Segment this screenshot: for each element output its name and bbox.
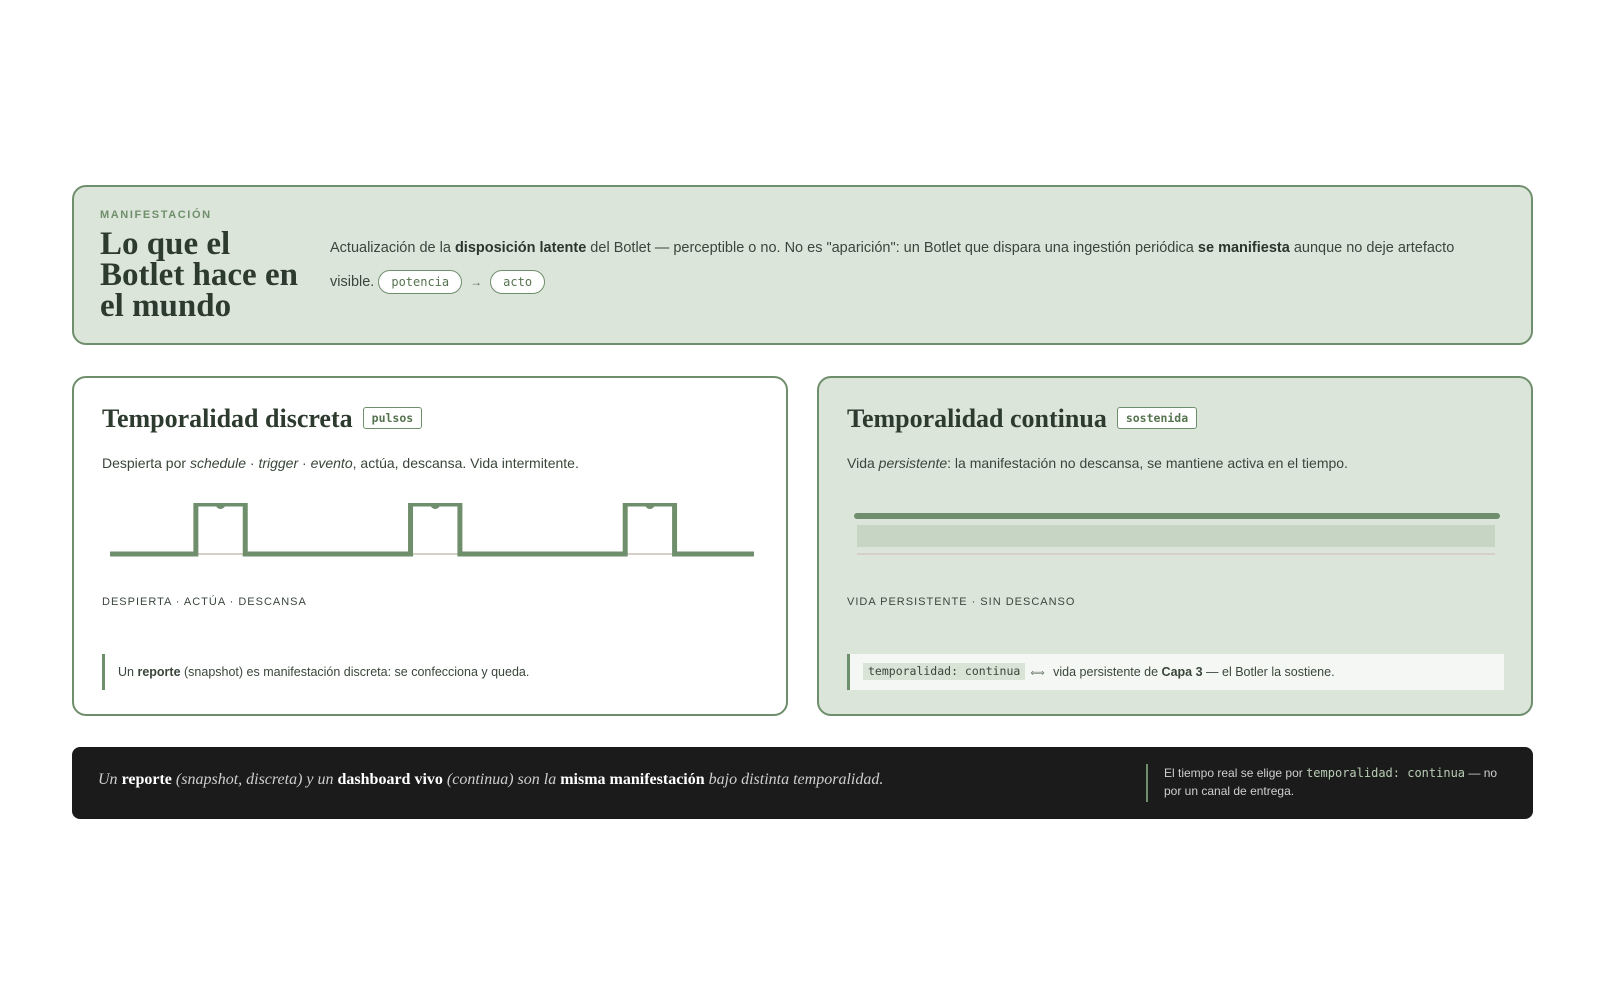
footer-side-note xyxy=(1146,764,1516,802)
hero-description xyxy=(330,231,1500,299)
manifestation-hero xyxy=(72,185,1533,345)
note-text: vida persistente de xyxy=(1049,665,1162,679)
desc-text: aunque no deje artefacto visible. xyxy=(330,240,1455,290)
pulse-peak-dot xyxy=(430,503,440,509)
panel-title-text: Temporalidad discreta xyxy=(102,404,353,433)
pill-acto: acto xyxy=(490,270,545,294)
desc-text: , actúa, descansa. Vida intermitente. xyxy=(352,455,579,471)
panel-title xyxy=(847,404,1197,434)
pulse-wave-diagram xyxy=(102,503,762,573)
desc-em-trigger: trigger xyxy=(258,455,299,471)
desc-text: Despierta por xyxy=(102,455,190,471)
desc-text: : la manifestación no descansa, se mantiene activa en el tiempo. xyxy=(947,455,1348,471)
pulse-peak-dot xyxy=(216,503,226,509)
equivalence-icon: ⟺ xyxy=(1030,668,1045,679)
lead-text: (continua) son la xyxy=(442,771,561,788)
lead-bold-reporte: reporte xyxy=(121,771,172,788)
lead-text: Un xyxy=(98,771,122,788)
pulse-peak-dot xyxy=(645,503,655,509)
footer-lead xyxy=(98,771,883,789)
arrow-icon: → xyxy=(470,275,483,290)
tag-sostenida: sostenida xyxy=(1117,407,1197,429)
tag-pulsos: pulsos xyxy=(363,407,423,429)
pulse-dots xyxy=(216,503,655,509)
pulse-wave-line xyxy=(110,504,754,554)
side-text: El tiempo real se elige por xyxy=(1164,766,1307,780)
continuous-band xyxy=(857,525,1495,547)
panel-description xyxy=(847,455,1348,471)
side-text: — no por un canal de entrega. xyxy=(1164,766,1498,798)
continuous-note xyxy=(847,654,1504,690)
panel-title-text: Temporalidad continua xyxy=(847,404,1107,433)
desc-em-schedule: schedule xyxy=(189,455,246,471)
continuous-temporality-panel xyxy=(817,376,1533,716)
hero-title: Lo que el Botlet hace en el mundo xyxy=(100,226,298,324)
note-bold-capa: Capa 3 xyxy=(1161,665,1203,679)
separator: · xyxy=(298,455,311,471)
panel-description xyxy=(102,455,579,471)
hero-eyebrow: MANIFESTACIÓN xyxy=(100,209,212,221)
desc-em-evento: evento xyxy=(310,455,353,471)
note-text: Un xyxy=(118,665,138,679)
separator: · xyxy=(245,455,259,471)
side-code: temporalidad: continua xyxy=(1306,766,1466,780)
discrete-temporality-panel xyxy=(72,376,788,716)
desc-em-persistente: persistente xyxy=(878,455,948,471)
lead-text: (snapshot, discreta) y un xyxy=(171,771,338,788)
lead-bold-manifestation: misma manifestación xyxy=(560,771,705,788)
note-text: (snapshot) es manifestación discreta: se confecciona y queda. xyxy=(180,665,530,679)
desc-text: Actualización de la xyxy=(330,240,455,256)
line-caption: VIDA PERSISTENTE · SIN DESCANSO xyxy=(847,596,1076,608)
desc-text: del Botlet — perceptible o no. No es "aparición": un Botlet que dispara una ingestión periódica xyxy=(586,240,1198,256)
pill-potencia: potencia xyxy=(378,270,462,294)
desc-text: Vida xyxy=(847,455,879,471)
continuous-line-diagram xyxy=(847,503,1507,573)
desc-bold-latent: disposición latente xyxy=(454,240,587,256)
summary-footer xyxy=(72,747,1533,819)
panel-title xyxy=(102,404,422,434)
discrete-note xyxy=(102,654,529,690)
lead-bold-dashboard: dashboard vivo xyxy=(337,771,443,788)
lead-text: bajo distinta temporalidad. xyxy=(704,771,884,788)
wave-caption: DESPIERTA · ACTÚA · DESCANSA xyxy=(102,596,307,608)
note-bold-reporte: reporte xyxy=(137,665,181,679)
code-temporalidad: temporalidad: continua xyxy=(863,663,1025,680)
note-text: — el Botler la sostiene. xyxy=(1202,665,1335,679)
desc-bold-manifests: se manifiesta xyxy=(1197,240,1290,256)
